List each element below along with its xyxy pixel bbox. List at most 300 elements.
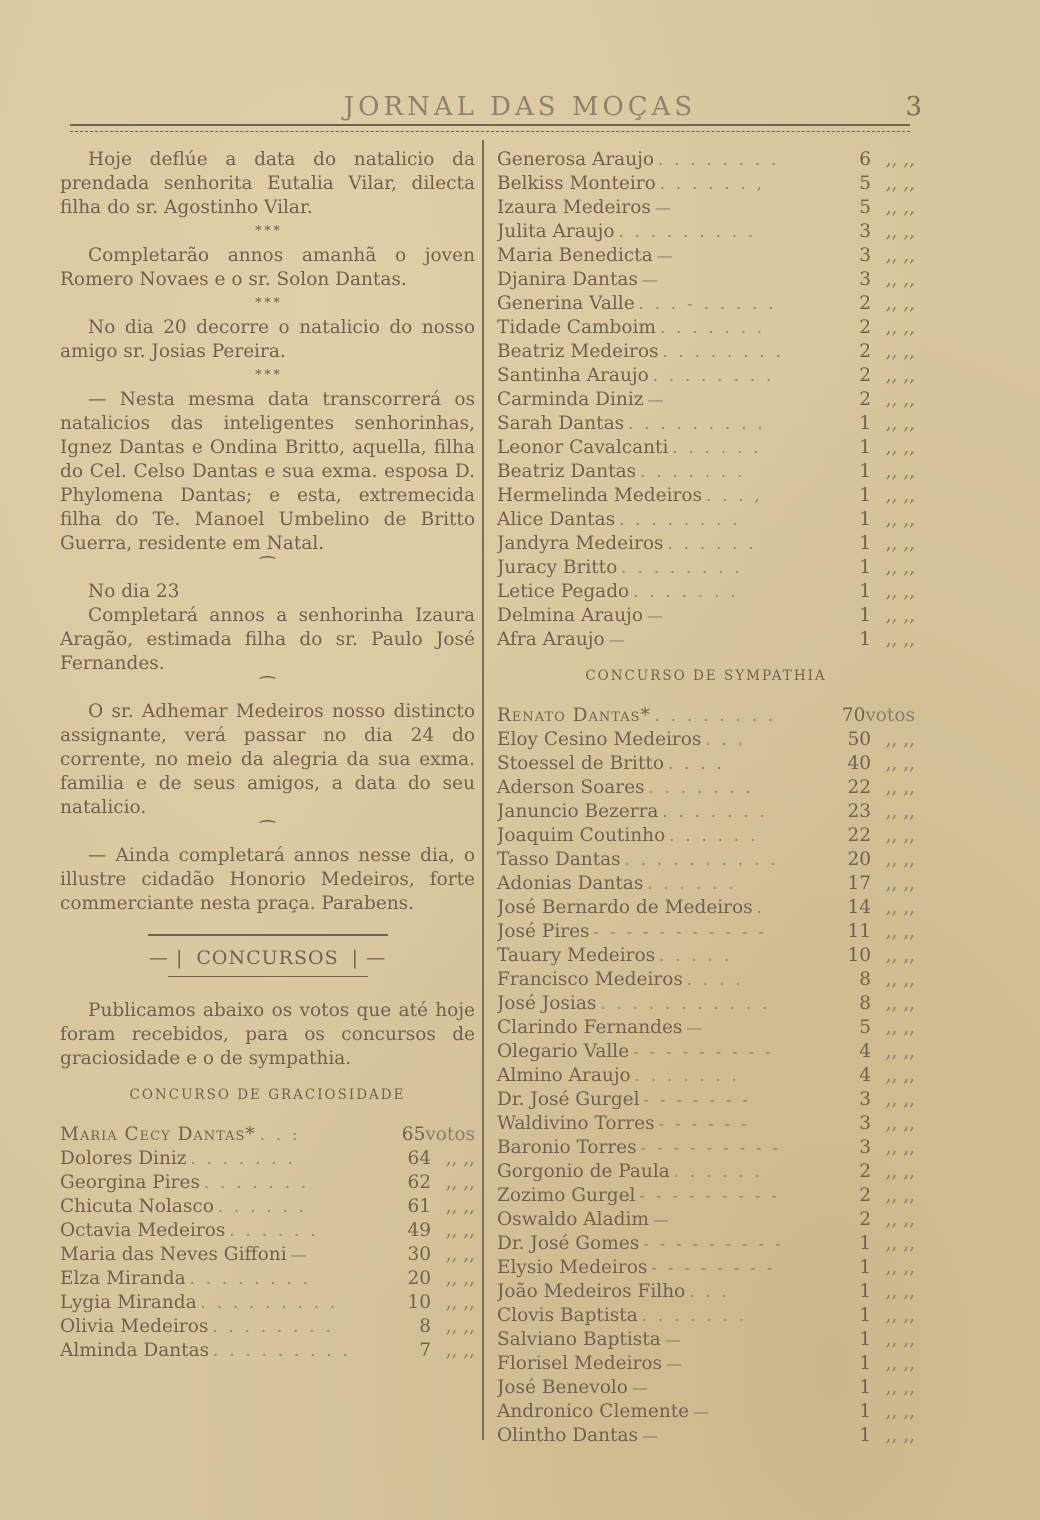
vote-entry [60, 1267, 475, 1291]
vote-unit: ,, ,, [885, 1161, 915, 1182]
vote-count: 1 [859, 605, 871, 626]
leader-dots: — [608, 630, 628, 649]
leader-dots: . . . . . . . . . [200, 1293, 339, 1312]
contest-title-sympathia: CONCURSO DE SYMPATHIA [585, 668, 827, 684]
vote-entry [60, 1339, 475, 1363]
vote-unit: ,, ,, [885, 1257, 915, 1278]
vote-count: 1 [859, 1305, 871, 1326]
vote-unit: ,, ,, [885, 801, 915, 822]
candidate-name: Generina Valle [497, 293, 635, 314]
candidate-name: José Josias [497, 993, 597, 1014]
leader-dots: . . . . . . [667, 534, 757, 553]
vote-entry [497, 992, 915, 1016]
vote-count: 3 [859, 245, 871, 266]
vote-unit: ,, ,, [885, 1185, 915, 1206]
vote-entry [497, 1400, 915, 1424]
vote-entry [497, 340, 915, 364]
vote-count: 17 [847, 873, 871, 894]
star-ornament: * * * [255, 368, 280, 383]
vote-entry [497, 1232, 915, 1256]
vote-count: 1 [859, 1257, 871, 1278]
vote-entry [497, 172, 915, 196]
vote-count: 7 [419, 1340, 431, 1361]
leader-dots: . . . . . . . . [619, 510, 741, 529]
vote-entry [60, 1291, 475, 1315]
leader-dots: . . . . [686, 970, 744, 989]
vote-entry [497, 292, 915, 316]
candidate-name: Generosa Araujo [497, 149, 654, 170]
vote-count: 20 [407, 1268, 431, 1289]
candidate-name: Delmina Araujo [497, 605, 644, 626]
vote-entry [497, 728, 915, 752]
vote-unit: ,, ,, [885, 1353, 915, 1374]
page-number: 3 [905, 92, 922, 122]
vote-entry [497, 1184, 915, 1208]
candidate-name: Alice Dantas [497, 509, 616, 530]
candidate-name: Olegario Valle [497, 1041, 630, 1062]
vote-entry [497, 1328, 915, 1352]
vote-entry [497, 1352, 915, 1376]
vote-entry [497, 412, 915, 436]
candidate-name: José Benevolo [497, 1377, 628, 1398]
leader-dots: . . . . . . . . . [213, 1341, 351, 1360]
birthday-note-honorio: — Ainda completará annos nesse dia, o illustre cidadão Honorio Medeiros, forte commerciante nesta praça. Parabens. [60, 845, 475, 914]
candidate-name: Joaquim Coutinho [497, 825, 666, 846]
vote-count: 2 [859, 389, 871, 410]
vote-unit: ,, ,, [885, 1401, 915, 1422]
vote-count: 1 [859, 485, 871, 506]
leader-dots: — [665, 1354, 685, 1373]
vote-count: 30 [407, 1244, 431, 1265]
vote-unit: ,, ,, [445, 1340, 475, 1361]
vote-entry [497, 604, 915, 628]
leader-dots: . . . . . . [669, 826, 759, 845]
vote-unit: ,, ,, [885, 317, 915, 338]
candidate-name: Jandyra Medeiros [497, 533, 664, 554]
candidate-name: Elysio Medeiros [497, 1257, 648, 1278]
contest-title-graciosidade: CONCURSO DE GRACIOSIDADE [129, 1087, 406, 1103]
vote-count: 10 [407, 1292, 431, 1313]
candidate-name: Zozimo Gurgel [497, 1185, 636, 1206]
leader-dots: . . . . . . . [203, 1173, 310, 1192]
leader-dots: . . . - . . . . . [638, 294, 777, 313]
vote-count: 1 [859, 1233, 871, 1254]
candidate-name: Adonias Dantas [497, 873, 644, 894]
leader-dots: . . . [689, 1282, 730, 1301]
vote-unit: ,, ,, [885, 1089, 915, 1110]
vote-count: 3 [859, 1113, 871, 1134]
vote-unit: ,, ,, [445, 1196, 475, 1217]
section-heading-concursos [60, 946, 475, 970]
vote-entry [497, 316, 915, 340]
birthday-note-izaura: Completará annos a senhorinha Izaura Aragão, estimada filha do sr. Paulo José Fernandes. [60, 605, 475, 674]
vote-unit: ,, ,, [885, 1233, 915, 1254]
vote-unit: ,, ,, [885, 173, 915, 194]
vote-count: 2 [859, 341, 871, 362]
vote-count: 5 [859, 197, 871, 218]
vote-count: 22 [847, 777, 871, 798]
vote-count: 20 [847, 849, 871, 870]
leader-dots: . . . . . . . [641, 1306, 747, 1325]
vote-entry [60, 1315, 475, 1339]
vote-unit: ,, ,, [885, 629, 915, 650]
leader-dots: - - - - - - - [643, 1090, 751, 1109]
vote-unit: ,, ,, [885, 1065, 915, 1086]
candidate-name: Almino Araujo [497, 1065, 631, 1086]
candidate-name: Eloy Cesino Medeiros [497, 729, 702, 750]
section-bar-right: | — [344, 947, 387, 969]
vote-unit: ,, ,, [445, 1244, 475, 1265]
vote-count: 23 [847, 801, 871, 822]
vote-unit: ,, ,, [885, 149, 915, 170]
vote-entry [60, 1243, 475, 1267]
candidate-name: Waldivino Torres [497, 1113, 655, 1134]
vote-entry [497, 244, 915, 268]
leader-dots: . . . . . . . . . . . [600, 994, 771, 1013]
leader-dots: — [631, 1378, 651, 1397]
vote-count: 40 [847, 753, 871, 774]
candidate-name: Afra Araujo [497, 629, 605, 650]
vote-unit: ,, ,, [885, 461, 915, 482]
candidate-name: Juracy Britto [497, 557, 618, 578]
vote-count: 1 [859, 1401, 871, 1422]
vote-count: 1 [859, 437, 871, 458]
star-ornament: * * * [255, 224, 280, 239]
leader-dots: - - - - - - - - [651, 1258, 776, 1277]
leader-dots: — [693, 1402, 713, 1421]
vote-entry [497, 220, 915, 244]
vote-unit: votos [865, 705, 915, 726]
vote-count: 3 [859, 1089, 871, 1110]
leader-dots: . . . . . . . [633, 582, 739, 601]
leader-dots: — [664, 1330, 684, 1349]
vote-count: 65 [401, 1124, 426, 1145]
leader-dots: . . . . . . [229, 1221, 319, 1240]
vote-entry [497, 896, 915, 920]
vote-entry [497, 1208, 915, 1232]
candidate-name: Tauary Medeiros [497, 945, 656, 966]
vote-count: 3 [859, 269, 871, 290]
vote-entry [497, 484, 915, 508]
leader-dots: - - - - - - - - - [643, 1234, 784, 1253]
leader-dots: . . . . . . . . [662, 342, 784, 361]
vote-unit: ,, ,, [885, 293, 915, 314]
vote-entry [497, 1256, 915, 1280]
leader-dots: . . . . . [659, 946, 732, 965]
leader-dots: — [290, 1245, 310, 1264]
vote-count: 5 [859, 1017, 871, 1038]
vote-count: 62 [407, 1172, 431, 1193]
candidate-name: Tasso Dantas [497, 849, 621, 870]
vote-count: 50 [847, 729, 871, 750]
leader-dots: — [647, 606, 667, 625]
graciosidade-list [60, 1123, 475, 1363]
leader-dots: — [641, 270, 661, 289]
vote-unit: ,, ,, [885, 485, 915, 506]
vote-unit: ,, ,, [885, 753, 915, 774]
section-heading-text: CONCURSOS [196, 947, 339, 969]
vote-entry [497, 148, 915, 172]
leader-dots: . . . . . . [672, 438, 762, 457]
vote-count: 11 [847, 921, 871, 942]
vote-count: 3 [859, 221, 871, 242]
vote-count: 5 [859, 173, 871, 194]
candidate-name: Dr. José Gurgel [497, 1089, 640, 1110]
vote-unit: ,, ,, [885, 197, 915, 218]
vote-count: 1 [859, 1281, 871, 1302]
leader-dots: . . . . . . . . . [618, 222, 756, 241]
vote-entry [497, 1016, 915, 1040]
vote-unit: ,, ,, [885, 945, 915, 966]
vote-count: 1 [859, 1329, 871, 1350]
vote-count: 8 [859, 993, 871, 1014]
concursos-intro: Publicamos abaixo os votos que até hoje foram recebidos, para os concursos de graciosidade e o de sympathia. [60, 1000, 475, 1069]
birthday-note-romero: Completarão annos amanhã o joven Romero Novaes e o sr. Solon Dantas. [60, 245, 475, 290]
star-ornament: * * * [255, 296, 280, 311]
vote-entry [497, 268, 915, 292]
vote-unit: ,, ,, [885, 969, 915, 990]
leader-dots: . . . . . . . . [212, 1317, 334, 1336]
candidate-name: Beatriz Medeiros [497, 341, 659, 362]
vote-entry [60, 1147, 475, 1171]
leader-dots: . . . . . . . [634, 1066, 740, 1085]
vote-entry [497, 508, 915, 532]
vote-unit: ,, ,, [445, 1172, 475, 1193]
vote-count: 2 [859, 317, 871, 338]
candidate-name: Santinha Araujo [497, 365, 649, 386]
leader-dots: . . . . . . . . . . [624, 850, 779, 869]
candidate-name: Gorgonio de Paula [497, 1161, 670, 1182]
vote-unit: ,, ,, [885, 413, 915, 434]
leader-dots: . . . . . . [647, 874, 737, 893]
vote-count: 22 [847, 825, 871, 846]
leader-dots: . . . . . . . . [654, 706, 777, 725]
vote-count: 2 [859, 1161, 871, 1182]
wave-ornament: ⁀ [260, 677, 275, 698]
leader-dots: . . . . . . , [659, 174, 765, 193]
candidate-name: Dolores Diniz [60, 1148, 187, 1169]
header-rule [70, 124, 910, 132]
vote-unit: ,, ,, [885, 921, 915, 942]
leader-dots: . . . . . . . [640, 462, 746, 481]
vote-unit: ,, ,, [885, 533, 915, 554]
vote-count: 2 [859, 293, 871, 314]
candidate-name: Maria Benedicta [497, 245, 653, 266]
vote-unit: ,, ,, [885, 777, 915, 798]
leader-dots: . . . . . . [673, 1162, 763, 1181]
vote-entry [497, 196, 915, 220]
candidate-name: Dr. José Gomes [497, 1233, 640, 1254]
vote-entry [497, 364, 915, 388]
leader-dots: — [686, 1018, 706, 1037]
column-divider [482, 140, 484, 1440]
vote-unit: ,, ,, [885, 341, 915, 362]
candidate-name: José Bernardo de Medeiros [497, 897, 753, 918]
leader-dots: . . . . . . . . [189, 1269, 311, 1288]
candidate-name: Lygia Miranda [60, 1292, 197, 1313]
vote-entry [497, 920, 915, 944]
vote-count: 1 [859, 533, 871, 554]
vote-entry [497, 968, 915, 992]
vote-count: 6 [859, 149, 871, 170]
vote-count: 4 [859, 1041, 871, 1062]
date-heading-23: No dia 23 [88, 581, 180, 602]
leader-dots: . . . . [667, 754, 725, 773]
leader-dots: — [656, 246, 676, 265]
vote-entry [497, 752, 915, 776]
vote-unit: ,, ,, [885, 1377, 915, 1398]
vote-unit: ,, ,, [885, 825, 915, 846]
vote-count: 1 [859, 1425, 871, 1446]
candidate-name: Sarah Dantas [497, 413, 625, 434]
candidate-name: Chicuta Nolasco [60, 1196, 214, 1217]
candidate-name: Clarindo Fernandes [497, 1017, 683, 1038]
vote-entry [497, 1136, 915, 1160]
vote-entry [497, 532, 915, 556]
vote-unit: ,, ,, [885, 1305, 915, 1326]
leader-dots: - - - - - - - - - [640, 1138, 781, 1157]
vote-count: 64 [407, 1148, 431, 1169]
vote-count: 1 [859, 413, 871, 434]
candidate-name: Georgina Pires [60, 1172, 200, 1193]
vote-count: 14 [847, 897, 871, 918]
vote-count: 4 [859, 1065, 871, 1086]
vote-count: 2 [859, 1185, 871, 1206]
candidate-name: João Medeiros Filho [497, 1281, 686, 1302]
vote-count: 1 [859, 581, 871, 602]
vote-entry [497, 556, 915, 580]
candidate-name: Olintho Dantas [497, 1425, 639, 1446]
vote-unit: ,, ,, [885, 365, 915, 386]
leader-dots: . [756, 898, 765, 917]
candidate-name: Hermelinda Medeiros [497, 485, 702, 506]
vote-entry [60, 1123, 475, 1147]
vote-count: 1 [859, 629, 871, 650]
candidate-name: Beatriz Dantas [497, 461, 637, 482]
vote-unit: ,, ,, [885, 557, 915, 578]
wave-ornament: ⁀ [260, 557, 275, 578]
leader-dots: . . . . . . . . [621, 558, 743, 577]
candidate-name: Stoessel de Britto [497, 753, 664, 774]
vote-unit: ,, ,, [445, 1316, 475, 1337]
vote-unit: ,, ,, [885, 849, 915, 870]
vote-unit: ,, ,, [885, 729, 915, 750]
candidate-name: Aderson Soares [497, 777, 645, 798]
vote-count: 1 [859, 1377, 871, 1398]
birthday-note-josias: No dia 20 decorre o natalicio do nosso amigo sr. Josias Pereira. [60, 317, 475, 362]
vote-entry [497, 1376, 915, 1400]
vote-unit: ,, ,, [445, 1292, 475, 1313]
vote-entry [497, 628, 915, 652]
vote-entry [497, 1304, 915, 1328]
leader-dots: . . . . . . . . [658, 150, 780, 169]
vote-unit: votos [425, 1124, 475, 1145]
section-rule [148, 934, 388, 936]
candidate-name: Carminda Diniz [497, 389, 644, 410]
vote-count: 49 [407, 1220, 431, 1241]
vote-unit: ,, ,, [885, 1281, 915, 1302]
vote-entry [497, 824, 915, 848]
leader-dots: . . . . . . . . . [628, 414, 766, 433]
vote-unit: ,, ,, [885, 1209, 915, 1230]
vote-entry [497, 848, 915, 872]
vote-count: 1 [859, 1353, 871, 1374]
candidate-name: José Pires [497, 921, 590, 942]
leader-dots: . . . . . . [217, 1197, 307, 1216]
vote-count: 1 [859, 557, 871, 578]
leader-dots: . . : [259, 1125, 301, 1144]
vote-count: 61 [407, 1196, 431, 1217]
vote-entry [497, 872, 915, 896]
wave-ornament: ⁀ [260, 821, 275, 842]
vote-count: 2 [859, 1209, 871, 1230]
candidate-name: Florisel Medeiros [497, 1353, 662, 1374]
vote-unit: ,, ,, [885, 269, 915, 290]
vote-entry [497, 1160, 915, 1184]
vote-entry [497, 1088, 915, 1112]
vote-unit: ,, ,, [885, 993, 915, 1014]
sympathia-list [497, 704, 915, 1448]
candidate-name: Alminda Dantas [60, 1340, 210, 1361]
vote-count: 8 [859, 969, 871, 990]
leader-dots: - - - - - - - - - [633, 1042, 774, 1061]
birthday-note-adhemar: O sr. Adhemar Medeiros nosso distincto assignante, verá passar no dia 24 do corrente, no meio da alegria da sua exma. familia e de seus amigos, a data do seu natalicio. [60, 701, 475, 818]
leader-dots: - - - - - - [658, 1114, 750, 1133]
leader-dots: . . . . . . . . [652, 366, 775, 385]
leader-dots: . . . . . . . [662, 802, 768, 821]
vote-unit: ,, ,, [885, 1329, 915, 1350]
vote-entry [497, 944, 915, 968]
candidate-name: Djanira Dantas [497, 269, 638, 290]
candidate-name: Salviano Baptista [497, 1329, 661, 1350]
leader-dots: — [642, 1426, 662, 1445]
candidate-name: Maria das Neves Giffoni [60, 1244, 287, 1265]
vote-unit: ,, ,, [885, 897, 915, 918]
candidate-name: Maria Cecy Dantas* [60, 1124, 256, 1145]
vote-entry [60, 1195, 475, 1219]
candidate-name: Letice Pegado [497, 581, 630, 602]
vote-unit: ,, ,, [445, 1148, 475, 1169]
vote-unit: ,, ,, [885, 1425, 915, 1446]
leader-dots: - - - - - - - - - [639, 1186, 780, 1205]
vote-unit: ,, ,, [885, 221, 915, 242]
leader-dots: . . . . . . . [190, 1149, 296, 1168]
leader-dots: - - - - - - - - - - - [593, 922, 767, 941]
vote-entry [497, 460, 915, 484]
leader-dots: . . . . . . . [648, 778, 754, 797]
vote-entry [497, 704, 915, 728]
leader-dots: . . . [705, 730, 746, 749]
candidate-name: Andronico Clemente [497, 1401, 690, 1422]
vote-count: 3 [859, 1137, 871, 1158]
candidate-name: Baronio Torres [497, 1137, 637, 1158]
vote-entry [497, 580, 915, 604]
vote-unit: ,, ,, [885, 509, 915, 530]
vote-unit: ,, ,, [885, 1137, 915, 1158]
vote-entry [497, 1064, 915, 1088]
vote-unit: ,, ,, [885, 581, 915, 602]
vote-unit: ,, ,, [885, 1017, 915, 1038]
vote-entry [497, 800, 915, 824]
candidate-name: Leonor Cavalcanti [497, 437, 669, 458]
vote-count: 70 [841, 705, 866, 726]
candidate-name: Olivia Medeiros [60, 1316, 209, 1337]
newspaper-title: JORNAL DAS MOÇAS [343, 92, 697, 122]
candidate-name: Clovis Baptista [497, 1305, 638, 1326]
section-bar-left: — | [148, 947, 191, 969]
vote-unit: ,, ,, [885, 873, 915, 894]
candidate-name: Octavia Medeiros [60, 1220, 226, 1241]
